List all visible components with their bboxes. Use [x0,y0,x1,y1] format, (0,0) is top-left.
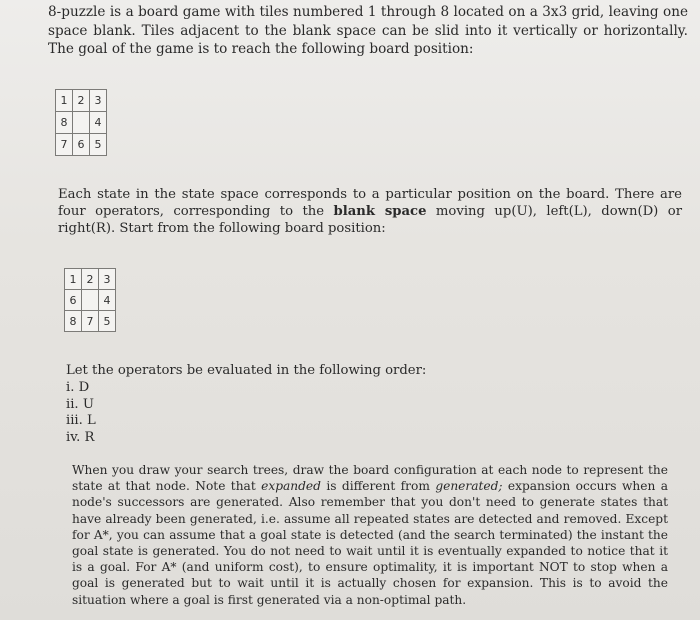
state-space-text: Each state in the state space corresponds to a particular position on the board. There are four operators, corresponding to the [58,187,682,219]
board-cell [73,112,90,134]
operator-item: iv. R [66,429,95,445]
board-cell: 1 [56,90,73,112]
board-cell: 4 [99,290,116,311]
board-cell: 8 [56,112,73,134]
board-cell: 5 [99,311,116,332]
board-cell: 4 [90,112,107,134]
instructions-text: When you draw your search trees, draw the board configuration at each node to represent the state at that node. Note that [72,463,668,494]
operator-item: ii. U [66,396,94,412]
board-cell: 1 [65,269,82,290]
board-row [56,134,107,156]
board-cell: 3 [90,90,107,112]
board-cell: 8 [65,311,82,332]
instructions-text: is different from [320,479,436,494]
instructions-paragraph [72,462,668,608]
operator-order-heading: Let the operators be evaluated in the following order: [66,363,427,378]
board-cell: 6 [65,290,82,311]
instructions-text: expansion occurs when a node's successors are generated. Also remember that you don't need to generate states that have already been generated, i.e. assume all repeated states are detected and removed. Except for A*, you can assume that a goal state is detected (and the search terminated) the instant the goal state is generated. You do not need to wait until it is eventually expanded to notice that it is a goal. For A* (and uniform cost), to ensure optimality, it is important NOT to stop when a goal is generated but to wait until it is actually chosen for expansion. This is to avoid the situation where a goal is first generated via a non-optimal path. [72,479,668,607]
start-board [64,268,116,332]
board-cell: 7 [56,134,73,156]
board-row [65,311,116,332]
board-cell: 6 [73,134,90,156]
board-cell: 3 [99,269,116,290]
blank-space-bold: blank space [333,204,427,219]
board-cell: 2 [82,269,99,290]
board-cell: 7 [82,311,99,332]
intro-paragraph: 8-puzzle is a board game with tiles numbered 1 through 8 located on a 3x3 grid, leaving one space blank. Tiles adjacent to the blank space can be slid into it vertically or horizontally. The goal of the game is to reach the following board position: [48,4,688,57]
operator-item: iii. L [66,413,96,429]
goal-board [55,89,107,156]
board-cell: 5 [90,134,107,156]
operator-list [66,380,96,446]
board-cell: 2 [73,90,90,112]
state-space-paragraph [58,186,682,237]
state-space-text-end: moving up(U), left(L), down(D) or right(R). Start from the following board position: [58,204,683,236]
board-row [56,112,107,134]
board-row [65,269,116,290]
board-row [56,90,107,112]
generated-italic: generated; [435,479,503,494]
expanded-italic: expanded [261,479,321,494]
board-row [65,290,116,311]
board-cell [82,290,99,311]
operator-item: i. D [66,380,90,395]
